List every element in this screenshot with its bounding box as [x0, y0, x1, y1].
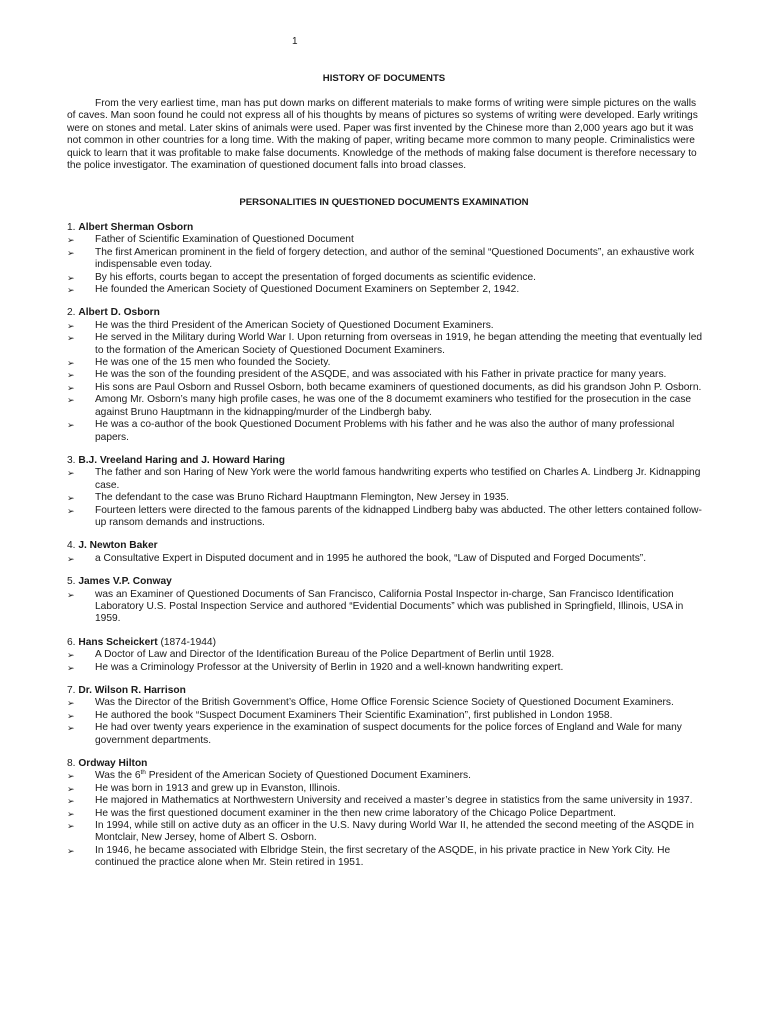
person-name: J. Newton Baker — [78, 540, 158, 552]
person-name: Albert Sherman Osborn — [78, 222, 194, 233]
person-name: Dr. Wilson R. Harrison — [78, 685, 186, 696]
bullet-item: ➢ He was the third President of the American Society of Questioned Document Examiners. — [67, 320, 703, 332]
page-number: 1 — [292, 36, 298, 47]
person-heading — [67, 637, 703, 649]
person-section — [67, 222, 703, 296]
bullet-list — [67, 589, 703, 626]
bullet-item: ➢ The first American prominent in the field of forgery detection, and author of the seminal “Questioned Documents”, an exhaustive work indispensable even today. — [67, 247, 703, 272]
person-heading — [67, 222, 703, 234]
person-number: 6. — [67, 636, 76, 648]
person-number: 8. — [67, 758, 76, 770]
bullet-item: ➢ The father and son Haring of New York were the world famous handwriting experts who testified on Charles A. Lindberg Jr. Kidnapping case. — [67, 467, 703, 492]
person-number: 7. — [67, 685, 76, 696]
person-section — [67, 576, 703, 626]
page-title: HISTORY OF DOCUMENTS — [322, 73, 446, 84]
person-heading — [67, 455, 703, 467]
bullet-item: ➢ Was the 6th President of the American Society of Questioned Document Examiners. — [67, 770, 703, 782]
bullet-item: ➢ He had over twenty years experience in the examination of suspect documents for the police forces of England and Wale for many government departments. — [67, 722, 703, 747]
person-name: Albert D. Osborn — [78, 307, 160, 319]
bullet-item: ➢ In 1946, he became associated with Elbridge Stein, the first secretary of the ASQDE, in his private practice in New York City. He continued the practice alone when Mr. Stein retired in 1951. — [67, 845, 703, 870]
bullet-item: ➢ He was a Criminology Professor at the University of Berlin in 1920 and a well-known handwriting expert. — [67, 662, 703, 674]
section-heading: PERSONALITIES IN QUESTIONED DOCUMENTS EXAMINATION — [239, 197, 529, 208]
bullet-item: ➢ In 1994, while still on active duty as an officer in the U.S. Navy during World War II, he attended the second meeting of the ASQDE in Montclair, New Jersey, home of Albert S. Osborn. — [67, 820, 703, 845]
bullet-list — [67, 649, 703, 674]
intro-paragraph: From the very earliest time, man has put down marks on different materials to make forms of writing were simple pictures on the walls of caves. Man soon found he could not express all of his thoughts by means of pictures so systems of writing were developed. Early writings were on stones and metal. Later skins of animals were used. Paper was first invented by the Chinese more than 2,000 years ago but it was not common in other countries for a long time. With the making of paper, writing became more common to many people. Criminalistics were quick to learn that it was profitable to make false documents. Knowledge of the methods of making false document is therefore necessary to the police investigator. The examination of questioned document falls into broad classes. — [67, 98, 698, 172]
bullet-item: ➢ He was the first questioned document examiner in the then new crime laboratory of the Chicago Police Department. — [67, 808, 703, 820]
bullet-item: ➢ He was the son of the founding president of the ASQDE, and was associated with his Father in private practice for many years. — [67, 369, 703, 381]
bullet-list — [67, 553, 703, 565]
person-name: James V.P. Conway — [78, 576, 172, 588]
bullet-item: ➢ was an Examiner of Questioned Documents of San Francisco, California Postal Inspector in-charge, San Francisco Identification Laboratory U.S. Postal Inspection Service and authored “Evidential Documents” which was published in Springfield, Illinois, USA in 1959. — [67, 589, 703, 626]
bullet-list — [67, 467, 703, 529]
bullet-item: ➢ He was born in 1913 and grew up in Evanston, Illinois. — [67, 783, 703, 795]
person-heading — [67, 758, 703, 770]
bullet-item: ➢ His sons are Paul Osborn and Russel Osborn, both became examiners of questioned documents, as did his grandson John P. Osborn. — [67, 382, 703, 394]
bullet-list — [67, 770, 703, 869]
bullet-item: ➢ By his efforts, courts began to accept the presentation of forged documents as scientific evidence. — [67, 272, 703, 284]
person-heading — [67, 685, 703, 697]
bullet-list — [67, 697, 703, 747]
bullet-item: ➢ a Consultative Expert in Disputed document and in 1995 he authored the book, “Law of Disputed and Forged Documents”. — [67, 553, 703, 565]
bullet-item: ➢ He served in the Military during World War I. Upon returning from overseas in 1919, he began attending the meeting that eventually led to the formation of the American Society of Questioned Document Examiners. — [67, 332, 703, 357]
bullet-item: ➢ He was a co-author of the book Questioned Document Problems with his father and he was also the author of many professional papers. — [67, 419, 703, 444]
bullet-item: ➢ He founded the American Society of Questioned Document Examiners on September 2, 1942. — [67, 284, 703, 296]
person-number: 1. — [67, 222, 76, 233]
person-number: 5. — [67, 576, 76, 588]
person-name: Ordway Hilton — [78, 758, 148, 770]
bullet-item: ➢ A Doctor of Law and Director of the Identification Bureau of the Police Department of Berlin until 1928. — [67, 649, 703, 661]
person-heading — [67, 307, 703, 319]
bullet-list — [67, 234, 703, 296]
person-number: 3. — [67, 454, 76, 466]
bullet-list — [67, 320, 703, 444]
bullet-item: ➢ He majored in Mathematics at Northwestern University and received a master’s degree in statistics from the same university in 1937. — [67, 795, 703, 807]
person-number: 2. — [67, 307, 76, 319]
bullet-item: ➢ He was one of the 15 men who founded the Society. — [67, 357, 703, 369]
person-section — [67, 637, 703, 674]
person-section — [67, 455, 703, 529]
person-section — [67, 758, 703, 870]
person-section — [67, 540, 703, 565]
bullet-item: ➢ The defendant to the case was Bruno Richard Hauptmann Flemington, New Jersey in 1935. — [67, 492, 703, 504]
person-years: (1874-1944) — [157, 636, 216, 648]
person-name: Hans Scheickert — [78, 636, 158, 648]
person-number: 4. — [67, 540, 76, 552]
bullet-item: ➢ Father of Scientific Examination of Questioned Document — [67, 234, 703, 246]
bullet-item: ➢ Among Mr. Osborn’s many high profile cases, he was one of the 8 documemt examiners who testified for the prosecution in the case against Bruno Hauptmann in the kidnapping/murder of the Lindbergh baby. — [67, 394, 703, 419]
person-section — [67, 307, 703, 443]
person-heading — [67, 540, 703, 552]
bullet-item: ➢ Fourteen letters were directed to the famous parents of the kidnapped Lindberg baby was abducted. The other letters contained follow-up ransom demands and instructions. — [67, 505, 703, 530]
person-section — [67, 685, 703, 747]
personalities-list — [67, 222, 703, 881]
bullet-item: ➢ Was the Director of the British Government’s Office, Home Office Forensic Science Society of Questioned Document Examiners. — [67, 697, 703, 709]
person-name: B.J. Vreeland Haring and J. Howard Haring — [78, 454, 285, 466]
person-heading — [67, 576, 703, 588]
bullet-item: ➢ He authored the book “Suspect Document Examiners Their Scientific Examination”, first published in London 1958. — [67, 710, 703, 722]
